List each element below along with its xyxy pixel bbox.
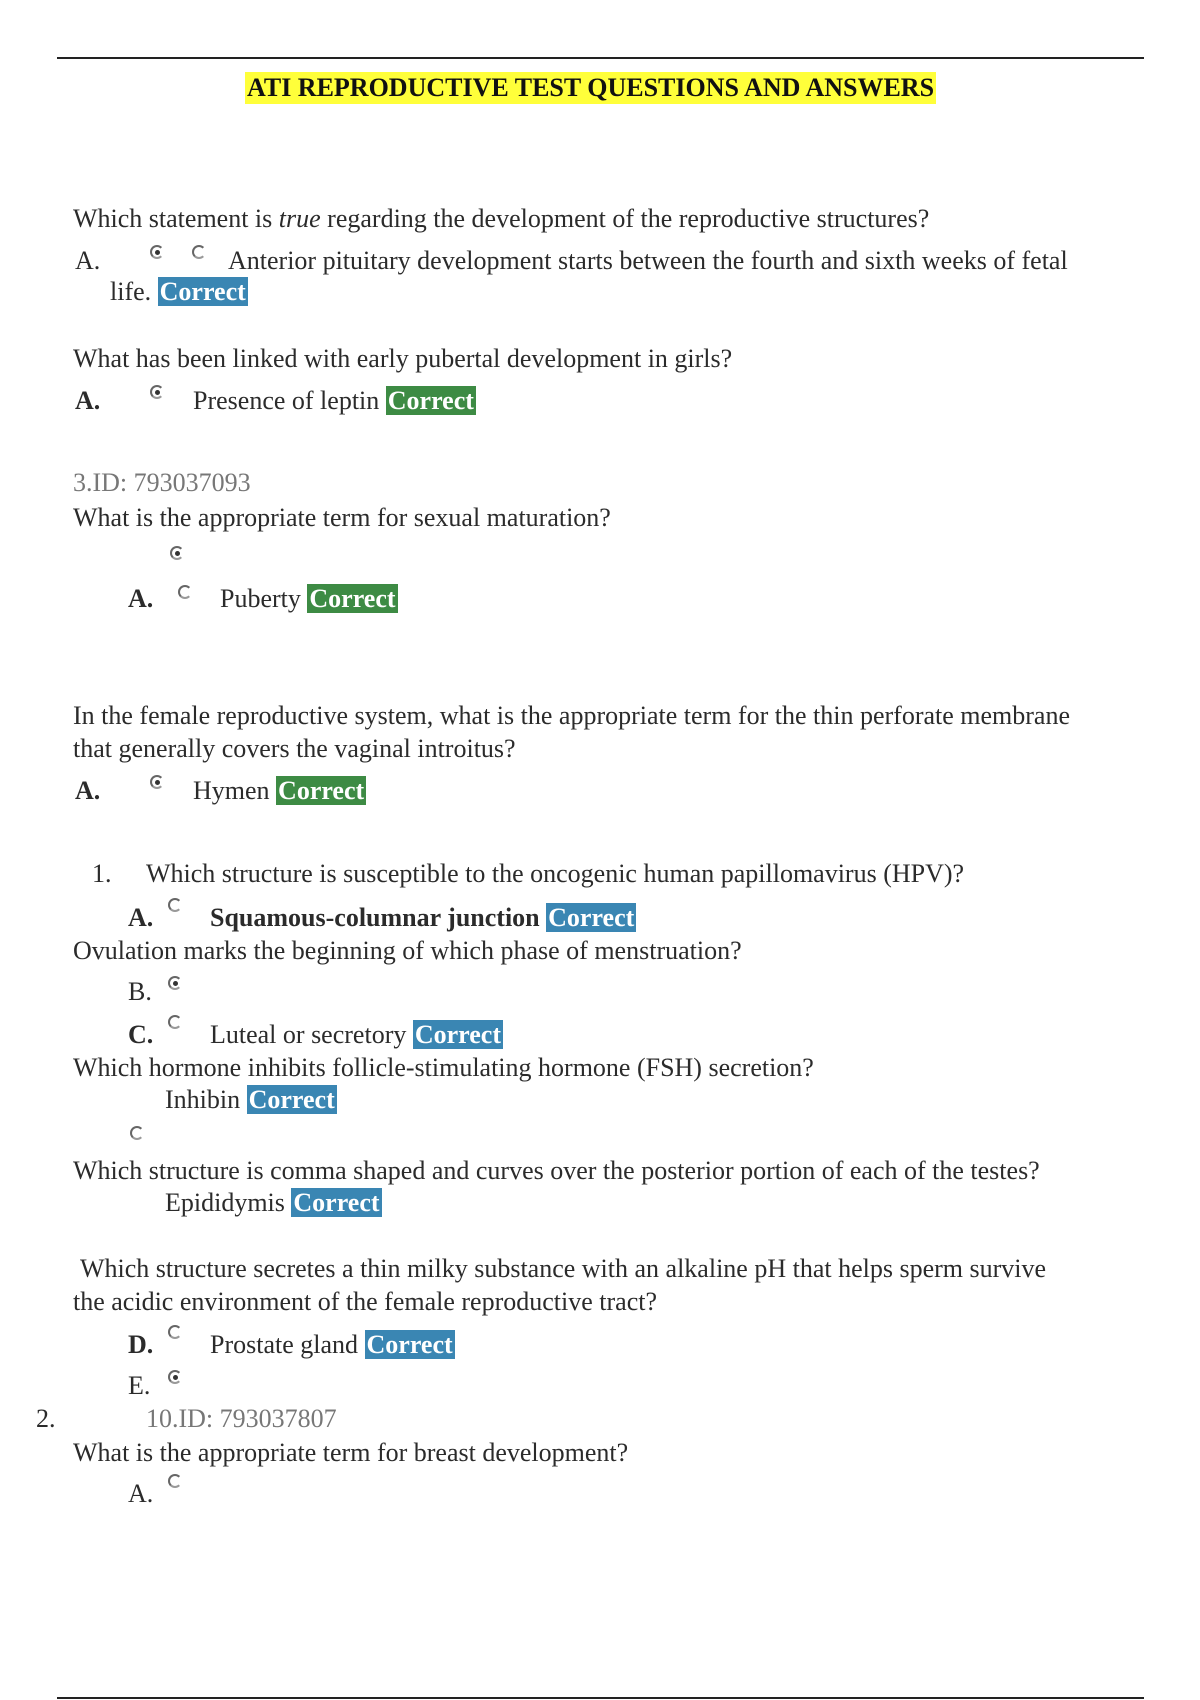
q2-letter: A. (75, 386, 101, 415)
q6-radio-selected-icon[interactable] (168, 976, 182, 990)
q9-answer (210, 1329, 455, 1361)
q9-correct-badge: Correct (366, 1330, 453, 1359)
q5-question: Which structure is susceptible to the oncogenic human papillomavirus (HPV)? (146, 859, 965, 888)
q3-id: 3.ID: 793037093 (73, 468, 251, 497)
q9-letter-d: D. (128, 1330, 154, 1359)
q1-question-post: regarding the development of the reproductive structures? (320, 204, 930, 233)
q9-letter-e: E. (128, 1371, 151, 1400)
q2-radio-selected-icon[interactable] (150, 385, 164, 399)
bottom-rule (57, 1697, 1144, 1699)
q10-id: 10.ID: 793037807 (146, 1404, 337, 1433)
q8-question: Which structure is comma shaped and curves over the posterior portion of each of the testes? (73, 1156, 1040, 1185)
q10-question: What is the appropriate term for breast development? (73, 1438, 629, 1467)
q1-question (73, 203, 929, 235)
q2-correct-badge: Correct (387, 386, 474, 415)
q6-question: Ovulation marks the beginning of which phase of menstruation? (73, 936, 742, 965)
document-title: ATI REPRODUCTIVE TEST QUESTIONS AND ANSWERS (247, 73, 935, 102)
q7-answer (165, 1084, 337, 1116)
q3-answer-text: Puberty (220, 584, 301, 613)
q5-letter: A. (128, 903, 154, 932)
q8-answer-text: Epididymis (165, 1188, 285, 1217)
top-rule (57, 57, 1144, 59)
q2-answer-text: Presence of leptin (193, 386, 380, 415)
q1-radio-icon[interactable] (192, 245, 206, 259)
q6-answer-text: Luteal or secretory (210, 1020, 407, 1049)
q6-correct-badge: Correct (414, 1020, 501, 1049)
q3-question: What is the appropriate term for sexual maturation? (73, 503, 611, 532)
q9-radio-icon[interactable] (168, 1325, 182, 1339)
q9-question-line2: the acidic environment of the female reproductive tract? (73, 1287, 657, 1316)
q4-answer (193, 775, 366, 807)
q3-radio-icon[interactable] (178, 585, 192, 599)
q5-answer-text: Squamous-columnar junction (210, 903, 540, 932)
q10-letter: A. (128, 1479, 154, 1508)
q4-letter: A. (75, 776, 101, 805)
q6-answer (210, 1019, 503, 1051)
q2-question: What has been linked with early pubertal development in girls? (73, 344, 733, 373)
q7-question: Which hormone inhibits follicle-stimulating hormone (FSH) secretion? (73, 1053, 814, 1082)
q1-answer-line2-text: life. (110, 277, 152, 306)
q3-letter: A. (128, 584, 154, 613)
q1-answer-line1: Anterior pituitary development starts between the fourth and sixth weeks of fetal (228, 246, 1068, 275)
q8-correct-badge: Correct (293, 1188, 380, 1217)
q6-letter-b: B. (128, 977, 152, 1006)
q4-question-line2: that generally covers the vaginal introitus? (73, 734, 516, 763)
q1-answer-line2 (110, 276, 248, 308)
q3-answer (220, 583, 398, 615)
q8-answer (165, 1187, 382, 1219)
q7-radio-icon[interactable] (130, 1126, 144, 1140)
q5-correct-badge: Correct (548, 903, 635, 932)
q9-question-line1: Which structure secretes a thin milky substance with an alkaline pH that helps sperm survive (80, 1254, 1047, 1283)
q10-number: 2. (36, 1404, 56, 1433)
q5-answer (210, 902, 636, 934)
q2-answer (193, 385, 476, 417)
q9-answer-text: Prostate gland (210, 1330, 359, 1359)
q6-radio-icon[interactable] (168, 1015, 182, 1029)
q9-radio-selected-icon[interactable] (168, 1370, 182, 1384)
q7-correct-badge: Correct (248, 1085, 335, 1114)
q5-number: 1. (92, 859, 112, 888)
q1-correct-badge: Correct (159, 277, 246, 306)
q7-answer-text: Inhibin (165, 1085, 241, 1114)
q1-letter: A. (75, 246, 101, 275)
q4-radio-selected-icon[interactable] (150, 775, 164, 789)
q1-question-pre: Which statement is (73, 204, 279, 233)
q1-radio-selected-icon[interactable] (150, 245, 164, 259)
q6-letter-c: C. (128, 1020, 154, 1049)
q1-question-em: true (278, 204, 321, 233)
q4-question-line1: In the female reproductive system, what is the appropriate term for the thin perforate membrane (73, 701, 1071, 730)
q4-answer-text: Hymen (193, 776, 270, 805)
q5-radio-icon[interactable] (168, 898, 182, 912)
q4-correct-badge: Correct (278, 776, 365, 805)
q3-radio-selected-icon[interactable] (170, 546, 184, 560)
q10-radio-icon[interactable] (168, 1474, 182, 1488)
q3-correct-badge: Correct (309, 584, 396, 613)
